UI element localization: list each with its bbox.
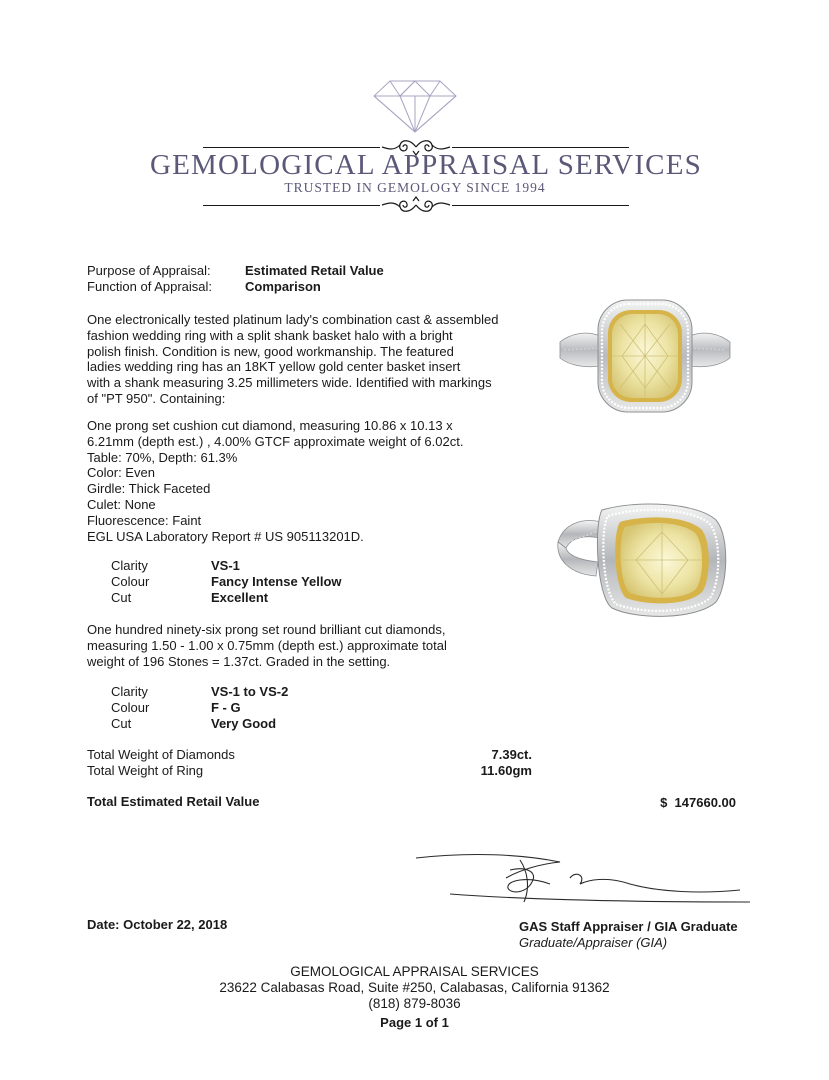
total-ring-label: Total Weight of Ring (87, 763, 204, 778)
total-diamonds-value: 7.39ct. (491, 747, 532, 762)
text-line: with a shank measuring 3.25 millimeters wide. Identified with markings (87, 375, 492, 391)
text-line: fashion wedding ring with a split shank basket halo with a bright (87, 327, 453, 343)
page-number: Page 1 of 1 (380, 1015, 449, 1030)
text-line: Color: Even (87, 465, 155, 481)
center-colour-value: Fancy Intense Yellow (211, 574, 342, 589)
scroll-ornament-icon (380, 195, 452, 215)
text-line: Girdle: Thick Faceted (87, 481, 211, 497)
text-line: Culet: None (87, 496, 156, 512)
center-stone-description (87, 418, 463, 544)
signatory-title: GAS Staff Appraiser / GIA Graduate (519, 919, 738, 934)
center-cut-value: Excellent (211, 590, 269, 605)
function-label: Function of Appraisal: (87, 279, 213, 294)
text-line: 6.21mm (depth est.) , 4.00% GTCF approximate weight of 6.02ct. (87, 433, 464, 449)
purpose-value: Estimated Retail Value (245, 263, 384, 278)
text-line: of "PT 950". Containing: (87, 390, 226, 406)
side-clarity-label: Clarity (111, 684, 148, 699)
retail-value-amount: $ 147660.00 (660, 795, 736, 810)
ring-photo-top (556, 296, 734, 416)
side-colour-label: Colour (111, 700, 150, 715)
text-line: polish finish. Condition is new, good workmanship. The featured (87, 343, 454, 359)
text-line: Table: 70%, Depth: 61.3% (87, 449, 238, 465)
side-colour-value: F - G (211, 700, 241, 715)
text-line: ladies wedding ring has an 18KT yellow gold center basket insert (87, 359, 461, 375)
center-clarity-label: Clarity (111, 558, 148, 573)
text-line: One hundred ninety-six prong set round brilliant cut diamonds, (87, 622, 446, 637)
company-name: GEMOLOGICAL APPRAISAL SERVICES (150, 149, 702, 181)
footer-phone: (818) 879-8036 (368, 996, 461, 1011)
retail-value-label: Total Estimated Retail Value (87, 794, 260, 809)
appraisal-date: Date: October 22, 2018 (87, 917, 228, 932)
signature (410, 848, 755, 918)
text-line: measuring 1.50 - 1.00 x 0.75mm (depth est.) approximate total (87, 637, 447, 653)
total-diamonds-label: Total Weight of Diamonds (87, 747, 235, 762)
footer-address: 23622 Calabasas Road, Suite #250, Calabasas, California 91362 (219, 980, 610, 995)
ring-description (87, 312, 498, 407)
side-clarity-value: VS-1 to VS-2 (211, 684, 289, 699)
text-line: One electronically tested platinum lady's combination cast & assembled (87, 312, 499, 327)
diamond-logo-icon (372, 78, 458, 134)
total-ring-value: 11.60gm (480, 763, 532, 778)
company-tagline: TRUSTED IN GEMOLOGY SINCE 1994 (284, 180, 546, 195)
text-line: EGL USA Laboratory Report # US 905113201D. (87, 528, 364, 544)
center-cut-label: Cut (111, 590, 132, 605)
side-cut-value: Very Good (211, 716, 277, 731)
function-value: Comparison (245, 279, 321, 294)
purpose-label: Purpose of Appraisal: (87, 263, 211, 278)
center-colour-label: Colour (111, 574, 150, 589)
text-line: One prong set cushion cut diamond, measuring 10.86 x 10.13 x (87, 418, 453, 433)
center-clarity-value: VS-1 (211, 558, 240, 573)
signatory-subtitle: Graduate/Appraiser (GIA) (519, 935, 668, 950)
ring-photo-side (556, 500, 734, 620)
text-line: Fluorescence: Faint (87, 512, 202, 528)
text-line: weight of 196 Stones = 1.37ct. Graded in the setting. (87, 653, 391, 669)
side-stones-description (87, 622, 447, 669)
footer-company: GEMOLOGICAL APPRAISAL SERVICES (290, 964, 539, 979)
side-cut-label: Cut (111, 716, 132, 731)
